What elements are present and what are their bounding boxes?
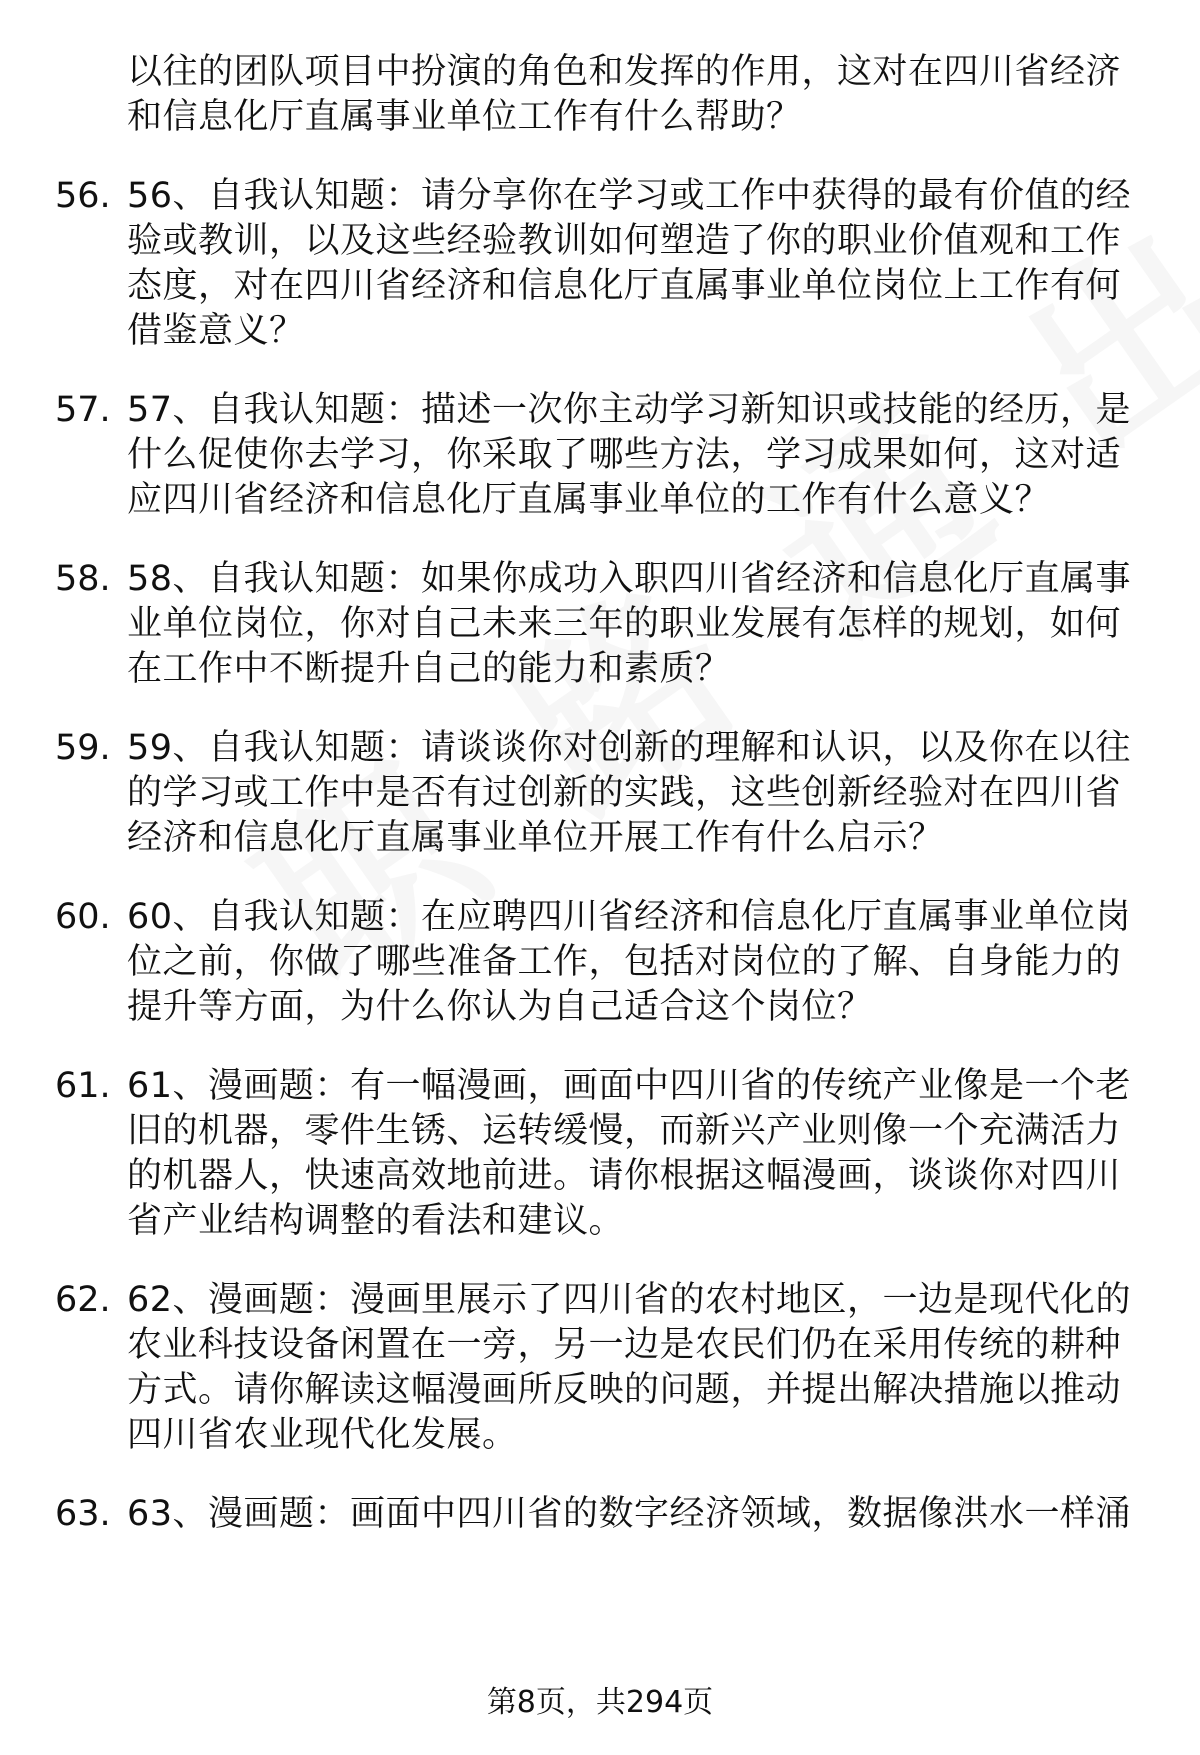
question-item xyxy=(55,557,1145,692)
question-list xyxy=(55,50,1145,1537)
question-item xyxy=(55,1492,1145,1537)
text-line: 验或教训，以及这些经验教训如何塑造了你的职业价值观和工作 xyxy=(127,221,1122,261)
text-line: 61、漫画题：有一幅漫画，画面中四川省的传统产业像是一个老 xyxy=(127,1066,1132,1106)
question-number: 60. xyxy=(55,897,111,937)
page-number: 第8页，共294页 xyxy=(486,1685,714,1720)
text-line: 经济和信息化厅直属事业单位开展工作有什么启示？ xyxy=(127,818,944,858)
text-line: 在工作中不断提升自己的能力和素质？ xyxy=(127,649,731,689)
text-line: 农业科技设备闲置在一旁，另一边是农民们仍在采用传统的耕种 xyxy=(127,1325,1122,1365)
text-line: 位之前，你做了哪些准备工作，包括对岗位的了解、自身能力的 xyxy=(127,942,1122,982)
question-number: 56. xyxy=(55,176,111,216)
question-number: 57. xyxy=(55,390,111,430)
text-line: 借鉴意义？ xyxy=(127,311,305,351)
text-line: 62、漫画题：漫画里展示了四川省的农村地区，一边是现代化的 xyxy=(127,1280,1132,1320)
text-line: 应四川省经济和信息化厅直属事业单位的工作有什么意义？ xyxy=(127,480,1051,520)
question-item xyxy=(55,1064,1145,1244)
question-item xyxy=(55,388,1145,523)
question-item xyxy=(55,174,1145,354)
question-number: 63. xyxy=(55,1494,111,1534)
question-number: 58. xyxy=(55,559,111,599)
text-line: 的机器人，快速高效地前进。请你根据这幅漫画，谈谈你对四川 xyxy=(127,1156,1122,1196)
continuation-text xyxy=(127,50,1145,140)
text-line: 59、自我认知题：请谈谈你对创新的理解和认识，以及你在以往 xyxy=(127,728,1132,768)
text-line: 省产业结构调整的看法和建议。 xyxy=(127,1201,625,1241)
text-line: 态度，对在四川省经济和信息化厅直属事业单位岗位上工作有何 xyxy=(127,266,1122,306)
text-line: 四川省农业现代化发展。 xyxy=(127,1415,518,1455)
text-line: 方式。请你解读这幅漫画所反映的问题，并提出解决措施以推动 xyxy=(127,1370,1122,1410)
question-item xyxy=(55,1278,1145,1458)
text-line: 什么促使你去学习，你采取了哪些方法，学习成果如何，这对适 xyxy=(127,435,1122,475)
question-item xyxy=(55,895,1145,1030)
text-line: 旧的机器，零件生锈、运转缓慢，而新兴产业则像一个充满活力 xyxy=(127,1111,1122,1151)
question-number: 62. xyxy=(55,1280,111,1320)
text-line: 以往的团队项目中扮演的角色和发挥的作用，这对在四川省经济 xyxy=(127,52,1122,92)
text-line: 的学习或工作中是否有过创新的实践，这些创新经验对在四川省 xyxy=(127,773,1122,813)
text-line: 业单位岗位，你对自己未来三年的职业发展有怎样的规划，如何 xyxy=(127,604,1122,644)
text-line: 56、自我认知题：请分享你在学习或工作中获得的最有价值的经 xyxy=(127,176,1132,216)
text-line: 提升等方面，为什么你认为自己适合这个岗位？ xyxy=(127,987,873,1027)
question-item xyxy=(55,726,1145,861)
text-line: 60、自我认知题：在应聘四川省经济和信息化厅直属事业单位岗 xyxy=(127,897,1132,937)
text-line: 63、漫画题：画面中四川省的数字经济领域，数据像洪水一样涌 xyxy=(127,1494,1132,1534)
text-line: 57、自我认知题：描述一次你主动学习新知识或技能的经历，是 xyxy=(127,390,1132,430)
text-line: 58、自我认知题：如果你成功入职四川省经济和信息化厅直属事 xyxy=(127,559,1132,599)
question-number: 61. xyxy=(55,1066,111,1106)
text-line: 和信息化厅直属事业单位工作有什么帮助？ xyxy=(127,97,802,137)
question-number: 59. xyxy=(55,728,111,768)
